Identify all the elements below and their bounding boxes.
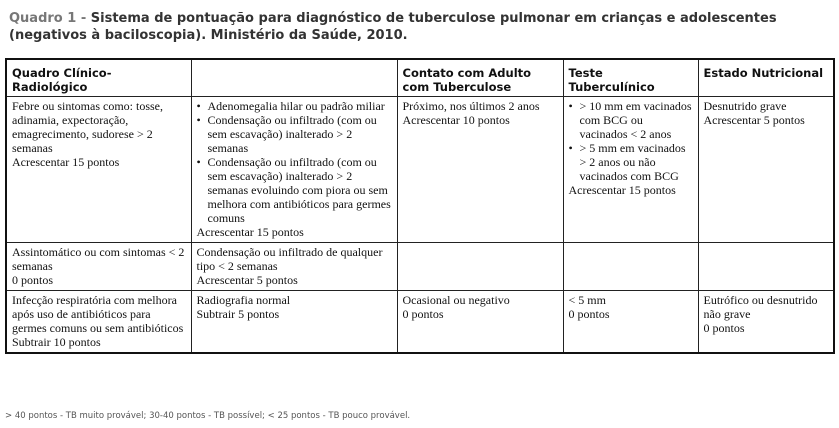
- list-item: • > 10 mm em vacinados com BCG ou vacinados < 2 anos: [569, 99, 693, 141]
- cell-score: 0 pontos: [703, 321, 745, 335]
- cell-text: < 5 mm: [568, 293, 606, 307]
- cell-nutricional: [698, 291, 834, 354]
- table-caption: [9, 10, 834, 44]
- cell-score: Subtrair 5 pontos: [196, 307, 280, 321]
- cell-clinico: [6, 97, 191, 243]
- header-teste: Teste Tuberculínico: [563, 59, 698, 97]
- caption-dash: -: [76, 11, 91, 26]
- cell-score: Acrescentar 15 pontos: [568, 183, 676, 197]
- cell-nutricional: [698, 97, 834, 243]
- cell-contato: [397, 291, 563, 354]
- cell-text: Próximo, nos últimos 2 anos: [402, 99, 540, 113]
- cell-text: Assintomático ou com sintomas < 2 semanas: [12, 245, 185, 273]
- cell-score: 0 pontos: [12, 273, 54, 287]
- scoring-table: [5, 58, 835, 354]
- header-clinico: Quadro Clínico-Radiológico: [6, 59, 191, 97]
- cell-nutricional: [698, 243, 834, 291]
- table-row: [6, 291, 834, 354]
- cell-score: Acrescentar 15 pontos: [196, 225, 304, 239]
- list-item: • Condensação ou infiltrado (com ou sem escavação) inalterado > 2 semanas evoluindo com piora ou sem melhora com antibióticos para germes comuns: [197, 155, 392, 225]
- cell-text: Eutrófico ou desnutrido não grave: [703, 293, 818, 321]
- cell-text: Radiografia normal: [196, 293, 291, 307]
- list-item: • > 5 mm em vacinados > 2 anos ou não vacinados com BCG: [569, 141, 693, 183]
- cell-radiologico: [191, 97, 397, 243]
- bullet-list: [197, 99, 392, 225]
- cell-score: Subtrair 10 pontos: [12, 335, 101, 349]
- cell-clinico: [6, 291, 191, 354]
- cell-teste: [563, 97, 698, 243]
- caption-text: Sistema de pontuação para diagnóstico de tuberculose pulmonar em crianças e adolescentes (negativos à baciloscopia). Ministério da Saúde, 2010.: [9, 11, 777, 43]
- footnote: > 40 pontos - TB muito provável; 30-40 pontos - TB possível; < 25 pontos - TB pouco provável.: [5, 411, 411, 421]
- cell-text: Infecção respiratória com melhora após uso de antibióticos para germes comuns ou sem antibióticos: [12, 293, 184, 335]
- table-row: [6, 243, 834, 291]
- list-item: • Adenomegalia hilar ou padrão miliar: [197, 99, 392, 113]
- header-radiologico: [191, 59, 397, 97]
- table-row: [6, 97, 834, 243]
- cell-score: Acrescentar 5 pontos: [703, 113, 805, 127]
- table-header-row: [6, 59, 834, 97]
- caption-label: Quadro 1: [9, 11, 77, 26]
- cell-clinico: [6, 243, 191, 291]
- cell-radiologico: [191, 291, 397, 354]
- cell-score: Acrescentar 15 pontos: [12, 155, 120, 169]
- cell-text: Desnutrido grave: [703, 99, 787, 113]
- cell-score: Acrescentar 5 pontos: [196, 273, 298, 287]
- cell-contato: [397, 97, 563, 243]
- cell-text: Ocasional ou negativo: [402, 293, 510, 307]
- cell-text: Condensação ou infiltrado de qualquer tipo < 2 semanas: [196, 245, 383, 273]
- header-nutricional: Estado Nutricional: [698, 59, 834, 97]
- cell-teste: [563, 291, 698, 354]
- cell-score: Acrescentar 10 pontos: [402, 113, 510, 127]
- cell-score: 0 pontos: [402, 307, 444, 321]
- cell-radiologico: [191, 243, 397, 291]
- list-item: • Condensação ou infiltrado (com ou sem escavação) inalterado > 2 semanas: [197, 113, 392, 155]
- header-contato: Contato com Adulto com Tuberculose: [397, 59, 563, 97]
- cell-text: Febre ou sintomas como: tosse, adinamia, expectoração, emagrecimento, sudorese > 2 semanas: [12, 99, 163, 155]
- bullet-list: [569, 99, 693, 183]
- cell-score: 0 pontos: [568, 307, 610, 321]
- cell-contato: [397, 243, 563, 291]
- cell-teste: [563, 243, 698, 291]
